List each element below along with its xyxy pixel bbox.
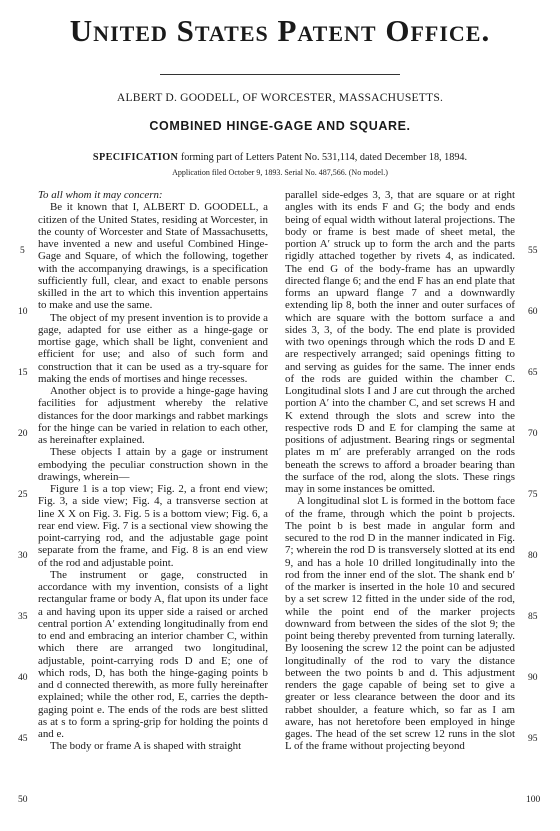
line-number: 100 [526, 795, 541, 805]
line-number: 50 [18, 795, 28, 805]
line-number: 5 [20, 246, 25, 256]
left-column [38, 189, 268, 753]
line-number: 65 [528, 368, 538, 378]
invention-title: COMBINED HINGE-GAGE AND SQUARE. [149, 119, 411, 133]
paragraph: The instrument or gage, constructed in accordance with my invention, consists of a light rectangular frame or body A, flat upon its under face a and having upon its upper side a raised or arched central portion A′ extending longitudinally from end to end and embracing an interior chamber C, within which there are arranged two longitudinal, adjustable, point-carrying rods D and E; one of which rods, D, has both the hinge-gaging points b and d connected therewith, as more fully hereinafter explained; while the other rod, E, carries the depth-gaging point e. The ends of the rods are best slitted as at s to form a spring-grip for holding the points d and e. [38, 568, 268, 740]
specification-lead: SPECIFICATION [92, 152, 179, 163]
line-number: 95 [528, 734, 538, 744]
line-number: 40 [18, 673, 28, 683]
line-number: 70 [528, 429, 538, 439]
line-number: 35 [18, 612, 28, 622]
line-number: 30 [18, 551, 28, 561]
line-number: 90 [528, 673, 538, 683]
paragraph: These objects I attain by a gage or instrument embodying the peculiar construction shown in the drawings, wherein— [38, 446, 268, 483]
line-number: 55 [528, 246, 538, 256]
paragraph: Figure 1 is a top view; Fig. 2, a front end view; Fig. 3, a side view; Fig. 4, a transverse section at line X X on Fig. 3. Fig. 5 is a bottom view; Fig. 6, a rear end view. Fig. 7 is a sectional view showing the point-carrying rod, and the adjustable gage point separate from the frame, and Fig. 8 is an end view of the rod and adjustable point. [38, 483, 268, 569]
line-number: 20 [18, 429, 28, 439]
paragraph: Be it known that I, ALBERT D. GOODELL, a citizen of the United States, residing at Worcester, in the county of Worcester and State of Massachusetts, have invented a new and useful Combined Hinge-Gage and Square, of which the following, together with the accompanying drawings, is a specification sufficiently full, clear, and exact to enable persons skilled in the art to which this invention appertains to make and use the same. [38, 201, 268, 312]
paragraph: The object of my present invention is to provide a gage, adapted for use either as a hinge-gage or mortise gage, which shall be light, convenient and efficient for use; and also of such form and construction that it can be used as a try-square for making the ends of mortises and hinge recesses. [38, 311, 268, 385]
line-number: 85 [528, 612, 538, 622]
inventor-line: ALBERT D. GOODELL, OF WORCESTER, MASSACHUSETTS. [116, 91, 444, 104]
salutation: To all whom it may concern: [38, 189, 163, 201]
right-column [285, 189, 515, 753]
paragraph: Another object is to provide a hinge-gage having facilities for adjustment whereby the relative distances for the door markings and rabbet markings for the hinge can be varied in relation to each other, as hereinafter explained. [38, 385, 268, 446]
divider-rule [160, 74, 400, 75]
specification-rest: forming part of Letters Patent No. 531,114, dated December 18, 1894. [180, 152, 468, 163]
line-number: 60 [528, 307, 538, 317]
application-line: Application filed October 9, 1893. Serial No. 487,566. (No model.) [172, 168, 388, 177]
line-number: 45 [18, 734, 28, 744]
line-number: 80 [528, 551, 538, 561]
line-number: 75 [528, 490, 538, 500]
line-number: 25 [18, 490, 28, 500]
paragraph: A longitudinal slot L is formed in the bottom face of the frame, through which the point b projects. The point b is best made in angular form and secured to the rod D in the manner indicated in Fig. 7; wherein the rod D is transversely slotted at its end 9, and has a hole 10 drilled longitudinally into the rod from the inner end of the slot. The shank end b′ of the marker is inserted in the hole 10 and secured by a set screw 12 fitted in the under side of the rod, while the point end of the marker projects downward from between the sides of the slot 9; the point being thereby prevented from turning laterally. By loosening the screw 12 the point can be adjusted longitudinally of the rod to vary the distance between the two points b and d. This adjustment renders the gage capable of being set to give a greater or less clearance between the door and its rabbet shoulder, a feature which, so far as I am aware, has not heretofore been employed in hinge gages. The head of the set screw 12 runs in the slot L of the frame without projecting beyond [285, 495, 515, 753]
paragraph: The body or frame A is shaped with straight [50, 740, 242, 753]
office-heading: United States Patent Office. [69, 13, 491, 48]
specification-line [0, 152, 560, 163]
paragraph: parallel side-edges 3, 3, that are square or at right angles with its ends F and G; the body and ends being of equal width without lateral projections. The body or frame is best made of sheet metal, the portion A′ struck up to form the arch and the parts rigidly attached together by rivets 4, as indicated. The end G of the body-frame has an upwardly directed flange 6; and the end F has an end plate that forms an upward flange 7 and a downwardly extending lip 8, both the inner and outer surfaces of which are square with the bottom surface a and sides 3, 3, of the body. The end plate is provided with two openings through which the rods D and E are respectively arranged; said openings fitting to and serving as guides for the same. The inner ends of the rods are guided within the chamber C. Longitudinal slots I and J are cut through the arched portion A′ into the chamber C, and set screws H and K extend through the slots and screw into the respective rods D and E for clamping the same at positions of adjustment. Bearing rings or segmental plates m m′ are preferably arranged on the rods beneath the screws to afford a broader bearing than the surface of the rod, along the slots. These rings may in some instances be omitted. [285, 189, 515, 495]
line-number: 10 [18, 307, 28, 317]
line-number: 15 [18, 368, 28, 378]
